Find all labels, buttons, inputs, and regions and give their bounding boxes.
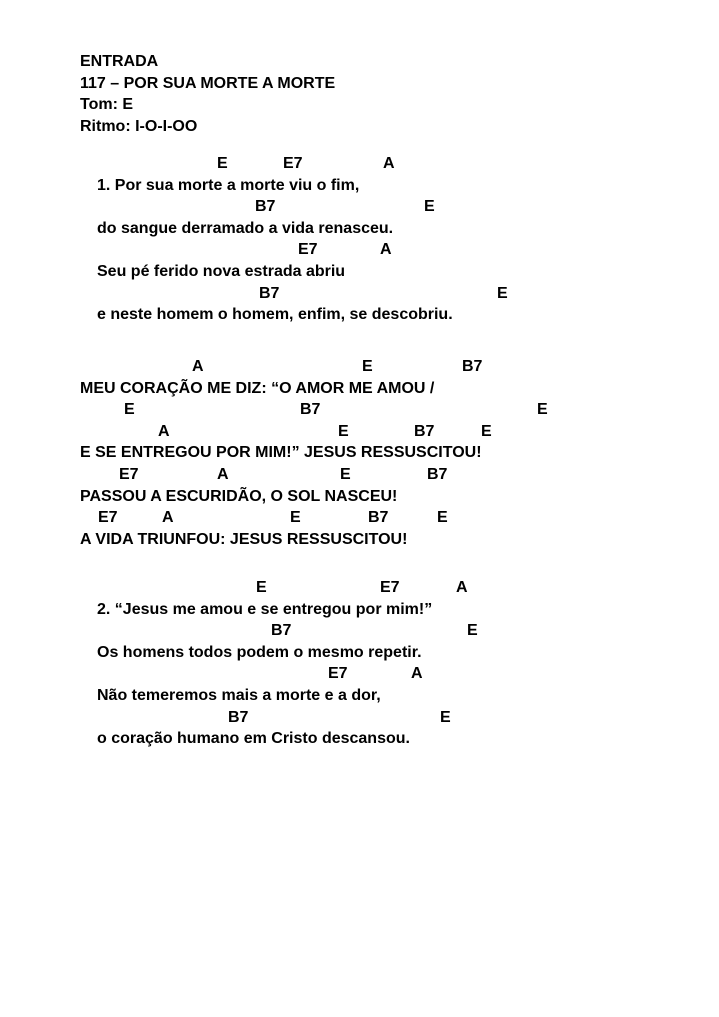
- lyric-text: E SE ENTREGOU POR MIM!” JESUS RESSUSCITOU!: [80, 444, 482, 462]
- chord-line: [0, 620, 719, 642]
- lyric-text: MEU CORAÇÃO ME DIZ: “O AMOR ME AMOU /: [80, 379, 435, 397]
- chord: E7: [380, 579, 400, 596]
- lyric-line: [0, 442, 719, 464]
- chord: A: [162, 509, 174, 527]
- chord: E: [481, 422, 492, 440]
- chord: A: [158, 422, 170, 440]
- lyric-line: [0, 175, 719, 197]
- chord: E: [497, 284, 508, 302]
- song-title: 117 – POR SUA MORTE A MORTE: [80, 74, 336, 92]
- chord: E: [467, 622, 478, 640]
- chord: A: [192, 358, 204, 375]
- section-label: ENTRADA: [80, 53, 159, 70]
- chord-line: [0, 356, 719, 378]
- lyric-text: 1. Por sua morte a morte viu o fim,: [97, 176, 360, 194]
- chord: E7: [119, 465, 139, 483]
- chord: A: [380, 241, 392, 259]
- chord: E7: [328, 665, 348, 683]
- chord: B7: [427, 465, 448, 483]
- chord: B7: [462, 358, 483, 375]
- chord: A: [217, 465, 229, 483]
- chord-line: [0, 663, 719, 685]
- chord-line: [0, 707, 719, 729]
- lyric-text: Não temeremos mais a morte e a dor,: [97, 686, 381, 704]
- lyric-text: e neste homem o homem, enfim, se descobriu.: [97, 306, 453, 324]
- lyric-text: Os homens todos podem o mesmo repetir.: [97, 643, 422, 661]
- lyric-line: [0, 261, 719, 283]
- lyric-line: [0, 378, 719, 400]
- chord: A: [456, 579, 468, 596]
- song-rhythm: Ritmo: I-O-I-OO: [80, 117, 198, 135]
- chord: E: [440, 708, 451, 726]
- song-tone: Tom: E: [80, 96, 134, 113]
- chord: B7: [300, 401, 321, 419]
- chord: B7: [414, 422, 435, 440]
- lyric-line: [0, 599, 719, 621]
- chord: E: [362, 358, 373, 375]
- chord-line: [0, 399, 719, 421]
- chord-line: [0, 153, 719, 175]
- chord: B7: [228, 708, 249, 726]
- chord: A: [411, 665, 423, 683]
- chord: B7: [368, 509, 389, 527]
- chord: B7: [255, 198, 276, 216]
- lyric-line: [0, 304, 719, 326]
- chord-line: [0, 239, 719, 261]
- lyric-line: [0, 486, 719, 508]
- lyric-line: [0, 218, 719, 240]
- verse-2: [0, 577, 719, 750]
- lyric-text: PASSOU A ESCURIDÃO, O SOL NASCEU!: [80, 487, 398, 505]
- chord-line: [0, 196, 719, 218]
- lyric-text: o coração humano em Cristo descansou.: [97, 730, 410, 748]
- chord-line: [0, 464, 719, 486]
- chord-line: [0, 507, 719, 529]
- lyric-line: [0, 642, 719, 664]
- verse-1: [0, 153, 719, 326]
- lyric-text: A VIDA TRIUNFOU: JESUS RESSUSCITOU!: [80, 530, 408, 548]
- chord-line: [0, 577, 719, 599]
- chord: E: [424, 198, 435, 216]
- chord: E7: [298, 241, 318, 259]
- lyric-text: Seu pé ferido nova estrada abriu: [97, 262, 346, 280]
- chord: E: [340, 465, 351, 483]
- song-header: [80, 51, 335, 137]
- lyric-text: do sangue derramado a vida renasceu.: [97, 219, 394, 237]
- chord: E: [124, 401, 135, 419]
- chord: E: [537, 401, 548, 419]
- chord: E: [338, 422, 349, 440]
- chord: B7: [271, 622, 292, 640]
- chord: E: [256, 579, 267, 596]
- chord: E: [437, 509, 448, 527]
- chord: E7: [283, 155, 303, 172]
- chord: E7: [98, 509, 118, 527]
- chord: E: [290, 509, 301, 527]
- lyric-line: [0, 685, 719, 707]
- lyric-line: [0, 728, 719, 750]
- lyric-line: [0, 529, 719, 551]
- lyric-text: 2. “Jesus me amou e se entregou por mim!”: [97, 600, 433, 618]
- chord: A: [383, 155, 395, 172]
- chord: B7: [259, 284, 280, 302]
- chord-line: [0, 283, 719, 305]
- chord-line: [0, 421, 719, 443]
- chorus: [0, 356, 719, 550]
- chord: E: [217, 155, 228, 172]
